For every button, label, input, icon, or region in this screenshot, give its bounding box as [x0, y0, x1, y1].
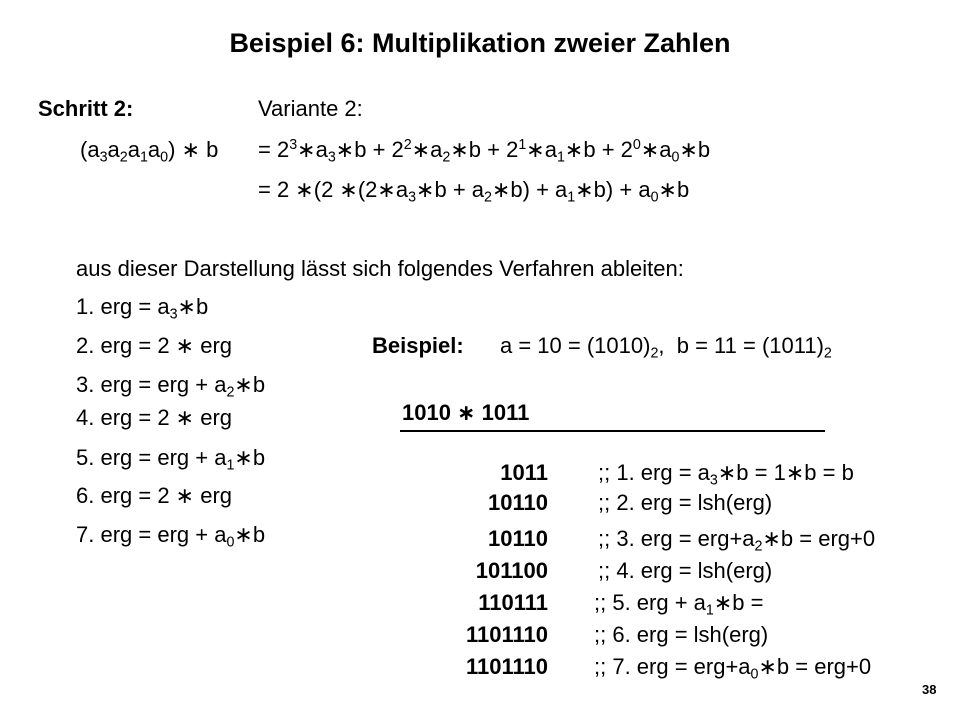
calc-value-4: 101100 — [475, 558, 548, 583]
calc-comment-3: ;; 3. erg = $erg+a_2∗b = erg+0$ — [598, 526, 876, 555]
page-number: 38 — [922, 682, 937, 697]
calc-comment-1: ;; 1. erg = $a_3∗b$ = 1∗b = b — [598, 460, 854, 489]
step-1: 1. erg = $a_3∗b$ — [76, 294, 209, 323]
variant-label: Variante 2: — [258, 96, 363, 121]
slide-title: Beispiel 6: Multiplikation zweier Zahlen — [229, 28, 731, 58]
formula-line-1: = $2^3∗a_3∗b$ + $2^2∗a_2∗b$ + $2^1∗a_1∗b$ + $2^0∗a_0∗b$ — [258, 137, 711, 166]
calc-comment-2: ;; 2. erg = lsh(erg) — [598, 490, 773, 515]
calc-value-1: 1011 — [500, 460, 548, 485]
step-2: 2. erg = 2 ∗ erg — [76, 333, 233, 358]
calc-value-3: 10110 — [488, 526, 548, 551]
calc-comment-7: ;; 7. erg = $erg+a_0∗b = erg+0$ — [594, 654, 872, 683]
calc-value-5: 110111 — [478, 590, 548, 615]
calc-value-2: 10110 — [488, 490, 548, 515]
formula-line-2: = 2 ∗(2 $∗(2∗a_3∗b$ + $a_2∗b$) + $a_1∗b$) + $a_0∗b$ — [258, 177, 690, 206]
step-5: 5. erg = erg + $a_1∗b$ — [76, 445, 266, 474]
intro-text: aus dieser Darstellung lässt sich folgendes Verfahren ableiten: — [76, 256, 684, 281]
calc-comment-6: ;; 6. erg = lsh(erg) — [594, 622, 769, 647]
calc-value-6: 1101110 — [465, 622, 548, 647]
calc-comment-5: ;; 5. erg + $a_1∗b$ = — [594, 590, 764, 619]
example-values: $a = 10 = (1010)_2$, $b = 11 = (1011)_2$ — [500, 333, 832, 362]
step-3: 3. erg = erg + $a_2∗b$ — [76, 372, 266, 401]
step-6: 6. erg = 2 ∗ erg — [76, 483, 233, 508]
calc-value-7: 1101110 — [465, 654, 548, 679]
step-4: 4. erg = 2 ∗ erg — [76, 405, 233, 430]
calc-comment-4: ;; 4. erg = lsh(erg) — [598, 558, 773, 583]
formula-lhs: $(a_3a_2a_1a_0)$ ∗ b — [80, 137, 219, 166]
multiplication-header: 1010 ∗ 1011 — [402, 400, 530, 425]
example-label: Beispiel: — [372, 333, 464, 358]
step-heading: Schritt 2: — [38, 96, 134, 121]
divider-rule — [400, 430, 825, 432]
step-7: 7. erg = erg + $a_0∗b$ — [76, 522, 266, 551]
